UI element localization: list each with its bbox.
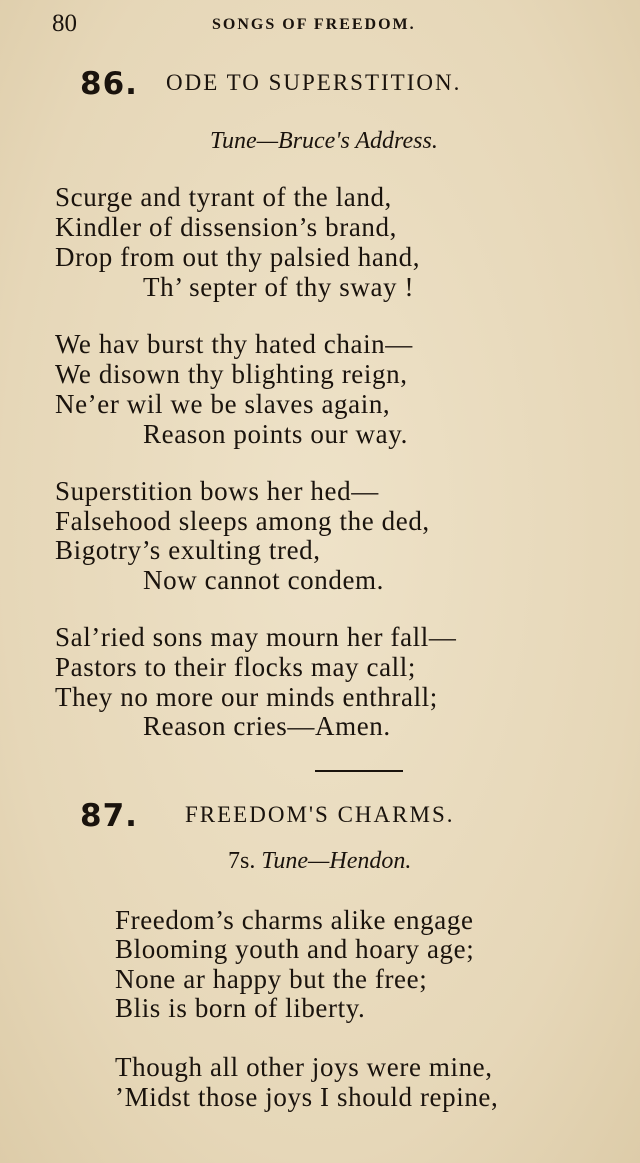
tune-name: Bruce's Address.: [278, 128, 438, 154]
verse-line: Though all other joys were mine,: [115, 1052, 493, 1082]
verse-line: Ne’er wil we be slaves again,: [55, 389, 391, 419]
tune-separator: —: [308, 848, 330, 874]
verse-line: We disown thy blighting reign,: [55, 359, 408, 389]
verse-line: ’Midst those joys I should repine,: [115, 1082, 499, 1112]
verse-line: Now cannot condem.: [143, 565, 384, 595]
verse-line: Superstition bows her hed—: [55, 476, 379, 506]
verse-line: Th’ septer of thy sway !: [143, 272, 415, 302]
verse-line: Falsehood sleeps among the ded,: [55, 506, 430, 536]
page-number: 80: [52, 10, 77, 37]
tune-label: Tune: [261, 848, 309, 874]
verse-line: Blooming youth and hoary age;: [115, 934, 475, 964]
hymn-86-tune: [210, 128, 438, 155]
verse-line: Pastors to their flocks may call;: [55, 652, 416, 682]
hymn-87-number: 87.: [80, 798, 138, 834]
verse-line: Kindler of dissension’s brand,: [55, 212, 397, 242]
verse-line: They no more our minds enthrall;: [55, 682, 438, 712]
verse-line: Sal’ried sons may mourn her fall—: [55, 622, 457, 652]
verse-line: We hav burst thy hated chain—: [55, 329, 413, 359]
meter: 7s.: [228, 848, 256, 874]
verse-line: Blis is born of liberty.: [115, 993, 366, 1023]
hymn-87-tune: [228, 848, 411, 875]
tune-name: Hendon.: [329, 848, 412, 874]
verse-line: Drop from out thy palsied hand,: [55, 242, 421, 272]
verse-line: Reason cries—Amen.: [143, 711, 391, 741]
running-head: SONGS OF FREEDOM.: [212, 16, 416, 33]
tune-label: Tune: [210, 128, 257, 154]
hymn-86-title: ODE TO SUPERSTITION.: [166, 70, 462, 95]
section-divider: [315, 770, 403, 772]
verse-line: Reason points our way.: [143, 419, 408, 449]
verse-line: None ar happy but the free;: [115, 964, 428, 994]
tune-separator: —: [256, 128, 279, 154]
verse-line: Bigotry’s exulting tred,: [55, 535, 321, 565]
verse-line: Scurge and tyrant of the land,: [55, 182, 392, 212]
hymn-87-title: FREEDOM'S CHARMS.: [185, 802, 455, 827]
verse-line: Freedom’s charms alike engage: [115, 905, 474, 935]
hymn-86-number: 86.: [80, 66, 138, 102]
